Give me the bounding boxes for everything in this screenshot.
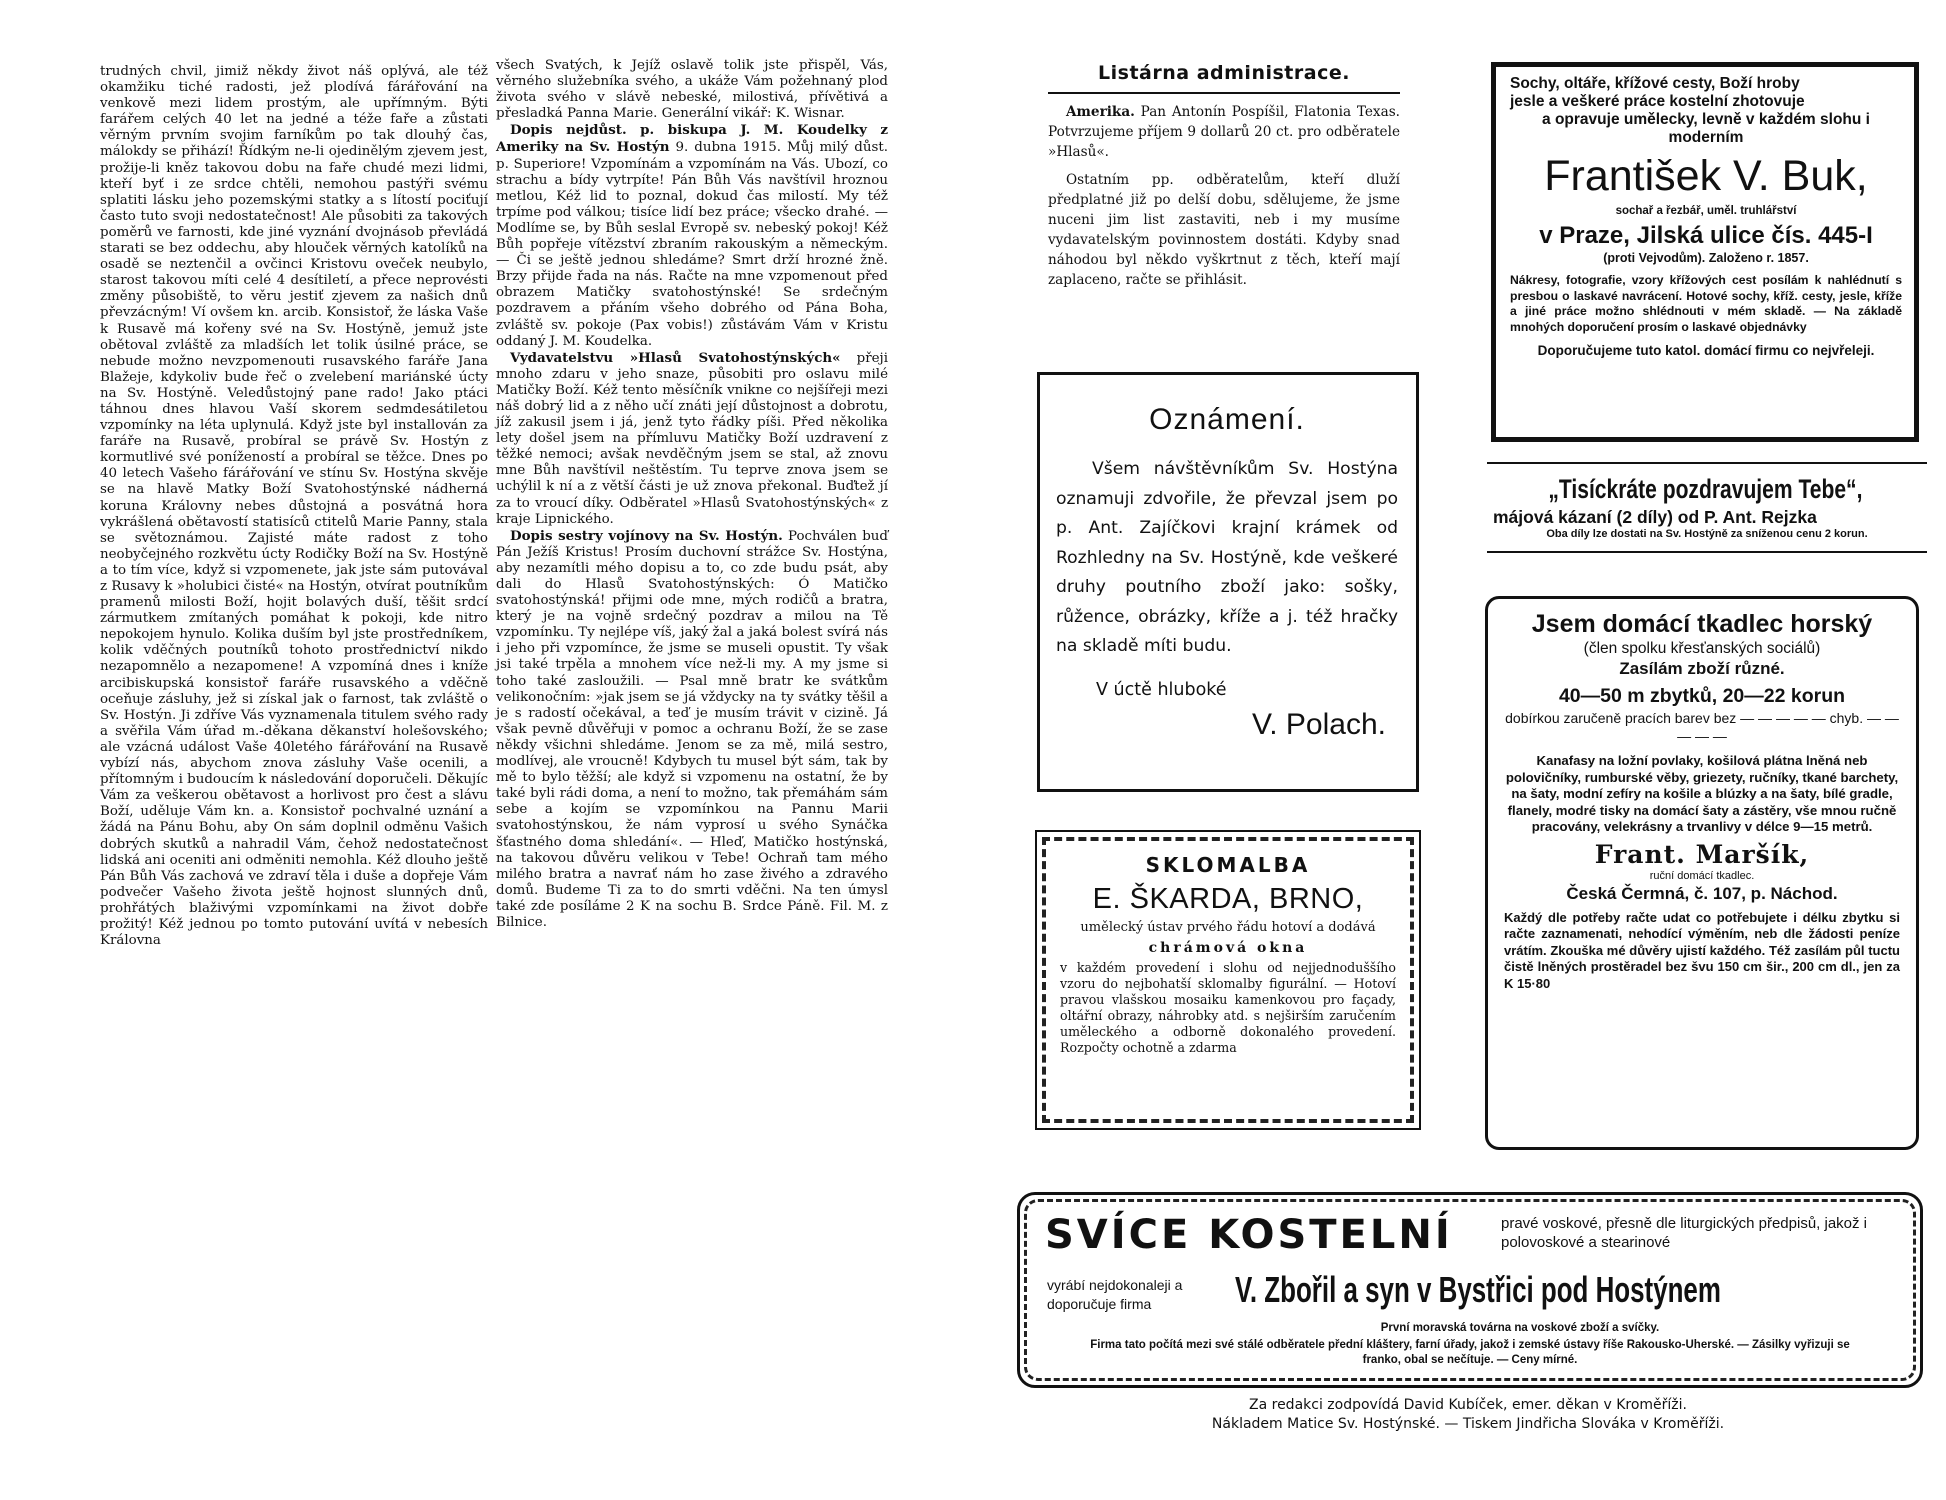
listarna-section (1048, 62, 1400, 290)
footer-line1: Za redakci zodpovídá David Kubíček, emer. děkan v Kroměříži. (1249, 1397, 1687, 1413)
svice-line2: Firma tato počítá mezi své stálé odběratele přední kláštery, farní úřady, jakož i zemské ústavy říše Rakousko-Uherské. — Zásilky vyřizuji se franko, obal se nečítuje. — Ceny mírné. (1090, 1339, 1850, 1366)
listarna-lead: Amerika. (1066, 104, 1135, 120)
article-column-1 (100, 64, 488, 949)
sklomalba-line4: chrámová okna (1148, 940, 1308, 956)
article-paragraph (496, 528, 888, 931)
tkadlec-line2: (člen spolku křesťanských sociálů) (1583, 640, 1821, 657)
listarna-rule (1048, 92, 1400, 94)
tisickrate-ad (1487, 462, 1927, 562)
article-paragraph: trudných chvil, jimiž někdy život náš oplývá, ale též okamžiku tiché radosti, jež plodívá fárářování na venkově mezi lidem prostým, ale upřímným. Býti farářem celých 40 let na jedné a téže faře a zůstati věrným prvním svojim farníkům po tak dlouhý čas, málokdy se přihází! Řídkým ne-li ojedinělým zjevem jest, prožije-li kněz takovou dobu na faře chudé mezi lidmi, kteří byť i ze srdce chtěli, nemohou pastýři svému splatiti lásku jeho pozemskými statky a s lítostí pociťují často tuto svoji nedostatečnost! Ale působiti za takových poměrů ve farnosti, kde jiné vyznání dvojnásob převládá starati se bez oddechu, aby hlouček věrných katolíků na osadě se neztenčil a ovčinci Kristovu oveček neubylo, starost takovou míti celé 4 desítiletí, a přece neprovésti změny působiště, to věru jestiť zjevem za našich dnů převzácným! Ví ovšem kn. arcib. Konsistoř, že láska Vaše k Rusavě má kořeny své na Sv. Hostýně, jemuž jste obětoval zvláště za mladších let tolik úsilné práce, se nebude možno nevzpomenouti rusavského faráře Jana Blažeje, kdykoliv bude řeč o zvelebení mariánské úcty na Sv. Hostýně. Veledůstojný pane rado! Jako ptáci táhnou dnes hlavou Vaší skorem sedmdesátiletou vzpomínky na léta uplynulá. Když jste byl installován za faráře na Rusavě, probíral se právě Sv. Hostýn z kormutlivé své ponížeností a probíral se těžce. Dnes po 40 letech Vašeho fárářování ve stínu Sv. Hostýna skvěje se na hlavě Matky Boží Svatohostýnské nádherná koruna Královny nebes důstojná a posvátná hora vykrášlená obětavostí statisíců ctitelů Marie Panny, stala se světoznámou. Zajisté máte radost z toho neobyčejného rozkvětu úcty Rodičky Boží na Sv. Hostýně a to tím více, když si vzpomenete, jak jste sám putovával z Rusavy k »holubici čisté« na Hostýn, otvírat poutníkům pramenů milosti Boží, hojit bolavých duší, těšit srdcí zármutkem zmítaných pomáhat k pokoji, kde nitro nepokojem hynulo. Kolika duším byl jste prostředníkem, kolik vděčných poutníků tohoto prostřednictví nikdo nezapomnělo a nezapomene! A vzpomíná dnes i kníže arcibiskupská konsistoř faráře rusavského a vděčně oceňuje zásluhy, jež si získal jak o farnost, tak zvláště o Sv. Hostýn. Ji zdříve Vás vyznamenala titulem svého rady a svěřila Vám úřad m.-děkana děkanství holešovského; ale vzácná událost Vaše 40letého fárářování na Rusavě vybízí nás, abychom znova zásluhy Vaše ocenili, a přítomným i budoucím k následování doporučeli. Děkujíc Vám za veškerou obětavost a horlivost pro čest a slávu Boží, uděluje Vám kn. a. Konsistoř pochvalné uznání a žádá na Pánu Bohu, aby On sám doplnil odměnu Vašich dobrých skutků a nahradil Vám, čehož nedostatečnost lidská ani oceniti ani odměniti nemohla. Kéž dlouho ještě Pán Bůh Vás zachová ve zdraví těla i duše a dopřeje Vám podvečer Vašeho života ještě hojnost slunných dnů, prohřátých blaživými vzpomínkami na život dobře prožitý! Kéž jednou po tomto putování uvítá v nebesích Královna (100, 64, 488, 949)
tkadlec-line4: 40—50 m zbytků, 20—22 korun (1558, 685, 1846, 707)
buk-line1: Sochy, oltáře, křížové cesty, Boží hroby (1510, 75, 1800, 92)
listarna-paragraph (1048, 102, 1400, 162)
right-page (973, 0, 1946, 1500)
tisickrate-title: „Tisíckráte pozdravujem Tebe“, (1548, 474, 1863, 504)
tisickrate-line3: Oba díly lze dostati na Sv. Hostýně za sníženou cenu 2 korun. (1546, 528, 1868, 540)
sklomalba-firm: E. ŠKARDA, BRNO, (1092, 883, 1364, 915)
oznameni-signature: V. Polach. (1252, 707, 1386, 741)
oznameni-ad (1037, 372, 1419, 792)
listarna-paragraph: Ostatním pp. odběratelům, kteří dluží předplatné již po delší dobu, sdělujeme, že jsme nuceni jim list zastaviti, neb i my musíme vydavatelským povinnostem dostáti. Kdyby snad náhodou byl někdo vyškrtnut z těch, kteří mají zaplaceno, račte se přihlásit. (1048, 172, 1400, 288)
sklomalba-line5: v každém provedení i slohu od nejjednoduššího vzoru do nejbohatší sklomalby figurální. — Hotoví pravou vlašskou mosaiku kamenkovou pro façady, oltářní obrazy, náhrobky atd. s nejširším zaručením uměleckého a odborně dokonalého provedení. Rozpočty ochotně a zdarma (1060, 960, 1396, 1055)
sklomalba-frame (1042, 837, 1414, 1123)
oznameni-body: Všem návštěvníkům Sv. Hostýna oznamuji zdvořile, že převzal jsem po p. Ant. Zajíčkovi krajní krámek od Rozhledny na Sv. Hostýně, kde veškeré druhy poutního zboží jako: sošky, růžence, obrázky, kříže a j. též hračky na skladě míti budu. (1056, 459, 1398, 656)
article-heading: Vydavatelstvu »Hlasů Svatohostýnských« (510, 349, 841, 366)
tkadlec-line6: Kanafasy na ložní povlaky, košilová plátna lněná neb polovičníky, rumburské věby, griezety, ručníky, tkané barchety, na šaty, modní zefíry na košile a blúzky a na šaty, bílé gradle, flanely, modré tisky na domácí šaty a zástěry, vše mnou ručně pracovány, velekrásny a trvanlivy v délce 9—15 metrů. (1505, 753, 1899, 835)
article-body: Pochválen buď Pán Ježíš Kristus! Prosím duchovní strážce Sv. Hostýna, aby nezamítli mého dopisu a to, co zde budu psát, aby dali do Hlasů Svatohostýnských: Ó Matičko svatohostýnská! přijmi ode mne, mých rodičů a bratra, který je na vojně srdečný pozdrav a milou na Tě vzpomínku. Ty nejlépe víš, jaký žal a jaká bolest svírá nás i jeho při vzpomínce, že jsme se museli opustit. Ty však jsi také trpěla a mnohem více než-li my. A my jsme si toho také zasloužili. — Psal mně bratr ke svátkům velikonočním: »jak jsem se já vždycky na ty svátky těšil a je s radostí očekával, a teď je musím trávit v cizině. Já však pevně důvěřuji v pomoc a ochranu Boží, že se zase někdy všichni shledáme. Jenom se za mě, milá sestro, modlívej, ale vroucně! Kdybych tu musel být sám, tak by mě to bylo těžší; ale když si vzpomenu na ostatní, že by také byli rádi doma, a není to možno, tak přemáhám sám sebe a kojím se vzpomínkou na Pannu Marii svatohostýnskou, že nám vyprosí u svého Synáčka šťastného doma shledání«. — Hleď, Matičko hostýnská, na takovou důvěru velikou v Tebe! Ochraň tam mého milého bratra a navrať nám ho zase živého a zdravého domů. Budeme Ti za to do smrti vděčni. Na ten úmysl také zde posíláme 2 K na sochu B. Srdce Páně. Fil. M. z Bilnice. (496, 528, 888, 930)
tisickrate-rule-top (1487, 462, 1927, 464)
tkadlec-line9: Každý dle potřeby račte udat co potřebujete i délku zbytku si račte zaznamenati, nehodící výměním, neb dle žádosti peníze vrátím. Zkouška mé důvěry ujistí každého. Též zasílám půl tuctu čistě lněných prostěradel bez švu 150 cm šir., 200 cm dl., jen za K 15·80 (1504, 909, 1900, 991)
footer (1013, 1396, 1923, 1434)
article-paragraph (496, 350, 888, 528)
tkadlec-ad (1485, 596, 1919, 1150)
tkadlec-line7: ruční domácí tkadlec. (1649, 869, 1755, 882)
listarna-title: Listárna administrace. (1098, 62, 1350, 84)
article-paragraph: všech Svatých, k Jejíž oslavě tolik jste přispěl, Vás, věrného služebníka svého, a ukáže Vám požehnaný plod života svého v slávě nebeské, milostivá, přívětivá a přesladká Panna Marie. Generální vikář: K. Wisnar. (496, 58, 888, 122)
buk-line6: (proti Vejvodům). Založeno r. 1857. (1603, 251, 1809, 265)
svice-title: SVÍCE KOSTELNÍ (1045, 1212, 1453, 1258)
buk-name: František V. Buk, (1544, 152, 1868, 200)
svice-frame (1024, 1199, 1916, 1381)
svice-line1: První moravská továrna na voskové zboží a svíčky. (1380, 1322, 1660, 1334)
tkadlec-name: Frant. Maršík, (1594, 839, 1810, 869)
buk-line3: a opravuje umělecky, levně v každém slohu i moderním (1542, 111, 1870, 146)
tkadlec-line5: dobírkou zaručeně pracích barev bez — — — — — chyb. — — — — — (1505, 710, 1899, 744)
sklomalba-ad (1035, 830, 1421, 1130)
article-column-2 (496, 58, 888, 931)
svice-ad (1017, 1192, 1923, 1388)
svice-firm: V. Zbořil a syn v Bystřici pod Hostýnem (1235, 1269, 1721, 1310)
buk-line2: jesle a veškeré práce kostelní zhotovuje (1510, 93, 1805, 110)
article-heading: Dopis sestry vojínovy na Sv. Hostýn. (510, 527, 783, 544)
listarna-body (1048, 102, 1400, 290)
tisickrate-line2: májová kázaní (2 díly) od P. Ant. Rejzka (1493, 507, 1817, 527)
sklomalba-line3: umělecký ústav prvého řádu hotoví a dodává (1080, 920, 1376, 935)
listarna-text: Pan Antonín Pospíšil, Flatonia Texas. Potvrzujeme příjem 9 dollarů 20 ct. pro odběratele »Hlasů«. (1048, 104, 1400, 160)
sklomalba-line1: SKLOMALBA (1145, 853, 1311, 877)
footer-line2: Nákladem Matice Sv. Hostýnské. — Tiskem Jindřicha Slováka v Kroměříži. (1211, 1416, 1725, 1432)
tkadlec-title: Jsem domácí tkadlec horský (1531, 610, 1873, 638)
article-paragraph (496, 122, 888, 349)
oznameni-title: Oznámení. (1149, 403, 1305, 436)
buk-line4: sochař a řezbář, uměl. truhlářství (1615, 205, 1797, 217)
article-body: přeji mnoho zdaru v jeho snaze, působiti pro oslavu milé Matičky Boží. Kéž tento měsíčník vnikne co nejšířeji mezi náš dobrý lid a z něho učí znáti její důstojnost a dobrotu, jíž zakusil jsem i já, jenž tyto řádky píši. Před několika lety došel jsem na přímluvu Matičky Boží uzdravení z těžké nemoci; avšak nevděčným jsem se stal, až znovu mne Bůh navštívil neštěstím. Tu teprve znova jsem se uchýlil k ní a z větší části je už znova překonal. Buďtež jí za to vroucí díky. Odběratel »Hlasů Svatohostýnských« z kraje Lipnického. (496, 350, 888, 527)
buk-address: v Praze, Jilská ulice čís. 445-I (1539, 222, 1873, 249)
tisickrate-rule-bottom (1487, 551, 1927, 553)
buk-line8: Doporučujeme tuto katol. domácí firmu co nejvřeleji. (1537, 343, 1875, 358)
article-body: 9. dubna 1915. Můj milý důst. p. Superiore! Vzpomínám a vzpomínám na Vás. Ubozí, co strachu a bídy vytrpíte! Pán Bůh Vás navštívil hroznou metlou, Kéž lid to poznal, dokud čas milostí. My též trpíme pod válkou; tisíce lidí bez práce; všecko drahé. — Modlíme se, by Bůh seslal Evropě sv. nebeský pokoj! Kéž Bůh popřeje vítězství zbraním rakouským a německým. — Či se ještě jednou shledáme? Smrt drží hrozné žně. Brzy přijde řada na nás. Račte na mne vzpomenout před obrazem Matičky svatohostýnské! Se srdečným pozdravem a přáním všeho dobrého od Pána Boha, zvláště sv. pokoje (Pax vobis!) zůstávám Vám v Kristu oddaný J. M. Koudelka. (496, 140, 889, 349)
buk-ad (1491, 62, 1919, 442)
svice-right1: pravé voskové, přesně dle liturgických předpisů, jakož i polovoskové a stearinové (1501, 1215, 1868, 1251)
tkadlec-address: Česká Čermná, č. 107, p. Náchod. (1566, 883, 1838, 903)
buk-line7: Nákresy, fotografie, vzory křížových cest posílám k nahlédnutí s presbou o laskavé navrácení. Hotové sochy, kříž. cesty, jesle, kříže a jiné práce možno shlédnouti v mém skladě. — Na základě mnohých doporučení prosím o laskavé objednávky (1510, 273, 1902, 334)
oznameni-greeting: V úctě hluboké (1096, 679, 1227, 700)
svice-lead: vyrábí nejdokonaleji a doporučuje firma (1047, 1277, 1183, 1312)
tkadlec-line3: Zasílám zboží různé. (1619, 659, 1785, 678)
article-heading: Dopis nejdůst. p. biskupa J. M. Koudelky z Ameriky na Sv. Hostýn (496, 122, 888, 156)
